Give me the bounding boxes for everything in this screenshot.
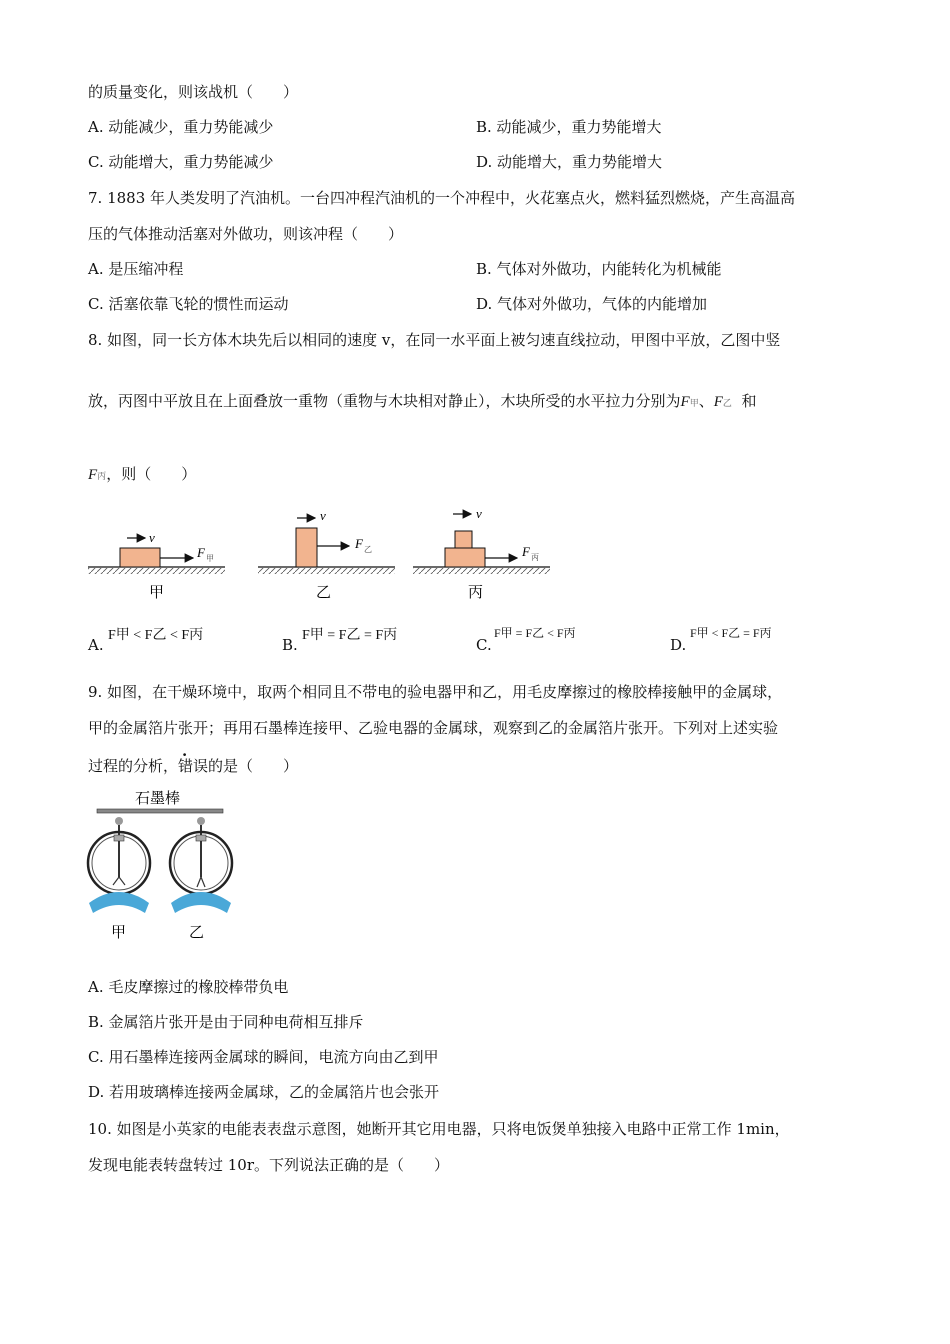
q9-stem-line1: 9. 如图，在干燥环境中，取两个相同且不带电的验电器甲和乙，用毛皮摩擦过的橡胶棒接触甲的金属球，	[88, 683, 783, 701]
q10-stem-line2: 发现电能表转盘转过 10r。下列说法正确的是（ ）	[88, 1156, 450, 1174]
electroscope-yi	[170, 817, 232, 941]
svg-text:丙: 丙	[531, 553, 539, 562]
q8-stem-line1: 8. 如图，同一长方体木块先后以相同的速度 v，在同一水平面上被匀速直线拉动，甲图中平放，乙图中竖	[88, 331, 781, 349]
svg-text:乙: 乙	[316, 583, 332, 601]
q8-option-d-expr[interactable]: F甲 < F乙 = F丙	[690, 626, 772, 640]
svg-text:丙: 丙	[468, 583, 484, 601]
q8-stem-line3: F丙，则（ ）	[88, 465, 197, 483]
q9-figure	[85, 785, 235, 945]
q8-stem-line2	[88, 391, 756, 413]
figure-bing	[413, 506, 550, 601]
svg-text:F: F	[197, 545, 205, 560]
q8-option-c-letter[interactable]: C.	[476, 636, 492, 654]
q9-stem-line2: 甲的金属箔片张开；再用石墨棒连接甲、乙验电器的金属球，观察到乙的金属箔片张开。下列对上述实验	[88, 719, 779, 737]
q8-option-a-expr[interactable]: F甲 < F乙 < F丙	[108, 628, 204, 643]
q8-option-b-expr[interactable]: F甲 = F乙 = F丙	[302, 628, 398, 643]
q7-option-a[interactable]: A. 是压缩冲程	[88, 260, 184, 278]
svg-text:F: F	[355, 536, 363, 551]
q9-option-a[interactable]: A. 毛皮摩擦过的橡胶棒带负电	[88, 978, 289, 996]
q8-option-a-letter[interactable]: A.	[88, 636, 104, 654]
svg-text:甲: 甲	[149, 583, 165, 601]
q8-stem-line2-text: 放，丙图中平放且在上面叠放一重物（重物与木块相对静止），木块所受的水平拉力分别为	[88, 392, 681, 410]
q8-option-d-letter[interactable]: D.	[670, 636, 687, 654]
separator: 、	[698, 392, 714, 410]
q9-stem-line3: 过程的分析，错误的是（ ）	[88, 757, 299, 775]
svg-text:乙: 乙	[189, 923, 205, 941]
f-yi-symbol: F乙	[713, 394, 732, 410]
figure-yi	[258, 508, 395, 601]
q6-option-d[interactable]: D. 动能增大，重力势能增大	[476, 153, 663, 171]
q6-option-c[interactable]: C. 动能增大，重力势能减少	[88, 153, 274, 171]
q7-option-d[interactable]: D. 气体对外做功，气体的内能增加	[476, 295, 708, 313]
q6-option-b[interactable]: B. 动能减少，重力势能增大	[476, 118, 662, 136]
f-jia-symbol: F甲	[680, 394, 699, 410]
q8-option-b-letter[interactable]: B.	[282, 636, 298, 654]
q9-option-b[interactable]: B. 金属箔片张开是由于同种电荷相互排斥	[88, 1013, 364, 1031]
svg-text:乙: 乙	[364, 545, 372, 554]
and-text: 和	[741, 392, 757, 410]
svg-text:甲: 甲	[206, 554, 214, 563]
figure-jia	[88, 530, 225, 601]
svg-text:F: F	[522, 544, 530, 559]
q6-option-a[interactable]: A. 动能减少，重力势能减少	[88, 118, 274, 136]
svg-text:v: v	[476, 506, 482, 521]
q7-stem-line1: 7. 1883 年人类发明了汽油机。一台四冲程汽油机的一个冲程中，火花塞点火，燃料猛烈燃烧，产生高温高	[88, 189, 796, 207]
q6-stem-tail: 的质量变化，则该战机（ ）	[88, 83, 299, 101]
svg-text:石墨棒: 石墨棒	[135, 789, 181, 807]
svg-text:v: v	[320, 508, 326, 523]
q8-option-c-expr[interactable]: F甲 = F乙 < F丙	[494, 626, 576, 640]
svg-text:甲: 甲	[111, 923, 127, 941]
f-bing-symbol: F丙	[88, 467, 107, 483]
q9-option-c[interactable]: C. 用石墨棒连接两金属球的瞬间，电流方向由乙到甲	[88, 1048, 439, 1066]
q7-option-b[interactable]: B. 气体对外做功，内能转化为机械能	[476, 260, 722, 278]
q9-option-d[interactable]: D. 若用玻璃棒连接两金属球，乙的金属箔片也会张开	[88, 1083, 440, 1101]
svg-text:v: v	[149, 530, 155, 545]
q10-stem-line1: 10. 如图是小英家的电能表表盘示意图，她断开其它用电器，只将电饭煲单独接入电路中正常工作 1min，	[88, 1120, 790, 1138]
q7-option-c[interactable]: C. 活塞依靠飞轮的惯性而运动	[88, 295, 289, 313]
electroscope-jia	[88, 817, 150, 941]
q7-stem-line2: 压的气体推动活塞对外做功，则该冲程（ ）	[88, 225, 404, 243]
emphasis-wrong: 错误	[178, 757, 209, 775]
q8-figure	[85, 500, 560, 605]
